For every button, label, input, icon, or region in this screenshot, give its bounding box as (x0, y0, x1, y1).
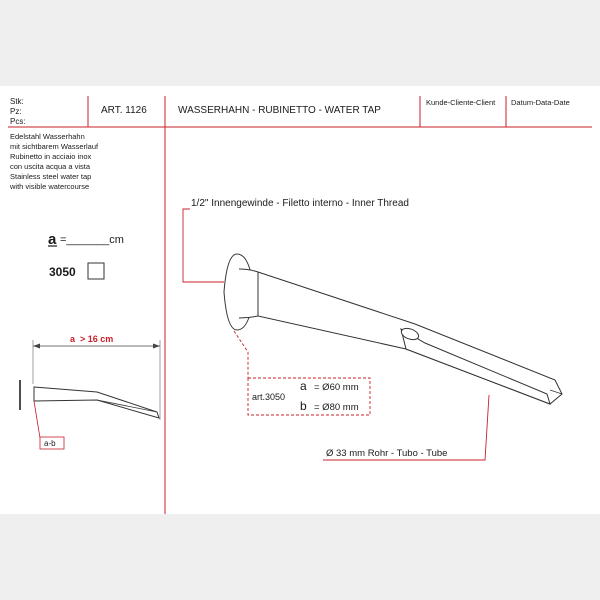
b-dimension-letter: b (300, 399, 307, 413)
b-dimension-value: = Ø80 mm (314, 402, 359, 413)
technical-drawing (0, 86, 600, 514)
flange-article: art.3050 (252, 392, 286, 402)
article-code: 3050 (49, 265, 76, 279)
description-line: con uscita acqua a vista (10, 162, 91, 171)
a-letter: a (48, 231, 57, 248)
thread-callout: 1/2" Innengewinde - Filetto interno - Inner Thread (191, 198, 409, 209)
ab-leader (34, 401, 40, 438)
main-tap-view (183, 198, 562, 460)
thread-leader (183, 209, 224, 282)
a-dimension-letter: a (300, 379, 307, 393)
description-line: Rubinetto in acciaio inox (10, 152, 92, 161)
description-line: Edelstahl Wasserhahn (10, 132, 85, 141)
dimension-arrow-right (153, 344, 160, 349)
small-tap-outline (34, 387, 159, 418)
description-line: mit sichtbarem Wasserlauf (10, 142, 99, 151)
small-side-view (20, 334, 160, 449)
drawing-title: WASSERHAHN - RUBINETTO - WATER TAP (178, 105, 381, 116)
dimension-value: > 16 cm (80, 334, 114, 344)
flange-neck (239, 269, 258, 318)
article-number: ART. 1126 (101, 105, 147, 116)
a-dimension-value: = Ø60 mm (314, 382, 359, 393)
order-fields (48, 231, 124, 279)
pz-label: Pz: (10, 107, 22, 116)
description-block (9, 132, 99, 191)
stk-label: Stk: (10, 97, 24, 106)
description-line: Stainless steel water tap (10, 172, 92, 181)
pcs-label: Pcs: (10, 117, 26, 126)
code-checkbox[interactable] (88, 263, 104, 279)
tube-callout: Ø 33 mm Rohr - Tubo - Tube (326, 448, 448, 459)
flange-leader (234, 331, 248, 378)
dimension-letter: a (70, 334, 76, 344)
a-length-field[interactable]: =_______cm (60, 234, 124, 246)
client-label: Kunde-Cliente-Client (426, 98, 496, 107)
description-line: with visible watercourse (10, 182, 90, 191)
drawing-sheet (0, 86, 600, 514)
date-label: Datum-Data-Date (511, 98, 570, 107)
ab-label: a-b (44, 439, 56, 448)
dimension-arrow-left (33, 344, 40, 349)
